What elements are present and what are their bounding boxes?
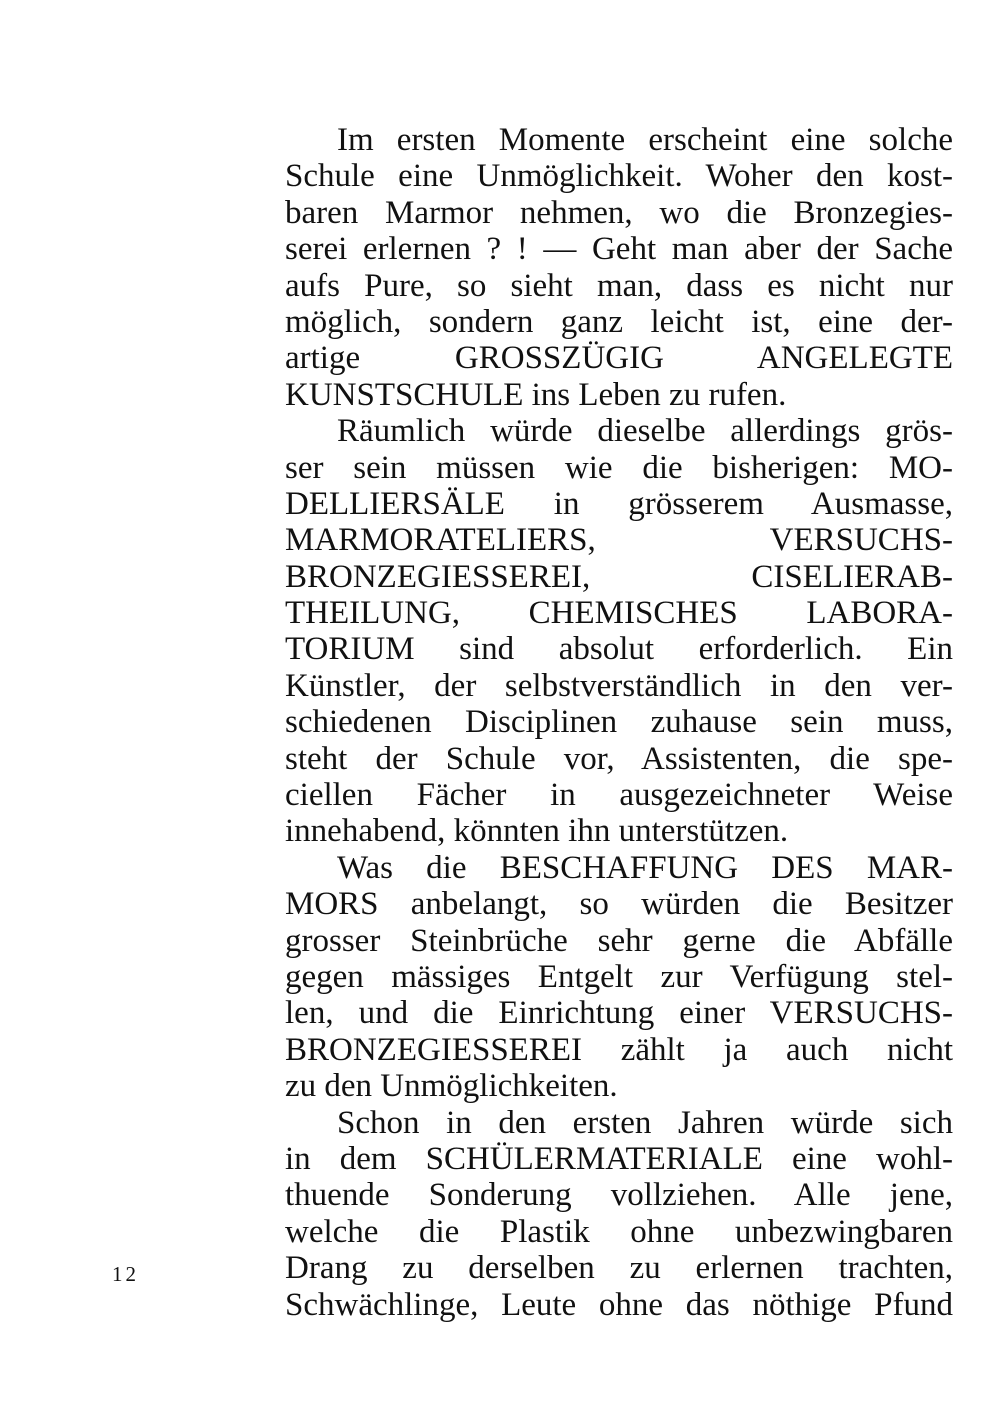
text-line: ser sein müssen wie die bisherigen: MO- [285, 449, 953, 486]
text-line: ciellen Fächer in ausgezeichneter Weise [285, 777, 953, 814]
text-line: KUNSTSCHULE ins Leben zu rufen. [285, 376, 787, 413]
body-text [285, 122, 953, 1323]
paragraph-1 [285, 122, 953, 413]
text-line: schiedenen Disciplinen zuhause sein muss, [285, 704, 953, 741]
text-line: BRONZEGIESSEREI zählt ja auch nicht [285, 1031, 953, 1068]
text-line: Schule eine Unmöglichkeit. Woher den kost- [285, 158, 953, 195]
text-line: gegen mässiges Entgelt zur Verfügung stel- [285, 958, 953, 995]
text-line: aufs Pure, so sieht man, dass es nicht nur [285, 267, 953, 304]
text-line: Künstler, der selbstverständlich in den ver- [285, 667, 953, 704]
text-line: zu den Unmöglichkeiten. [285, 1068, 618, 1105]
text-line: Im ersten Momente erscheint eine solche [337, 122, 953, 158]
text-line: in dem SCHÜLERMATERIALE eine wohl- [285, 1140, 953, 1177]
text-line: THEILUNG, CHEMISCHES LABORA- [285, 595, 953, 632]
text-line: TORIUM sind absolut erforderlich. Ein [285, 631, 953, 668]
text-line: steht der Schule vor, Assistenten, die spe- [285, 740, 953, 777]
text-line: Schwächlinge, Leute ohne das nöthige Pfund [285, 1286, 953, 1323]
page-number: 12 [112, 1262, 139, 1286]
text-line: MORS anbelangt, so würden die Besitzer [285, 886, 953, 923]
text-line: serei erlernen ? ! — Geht man aber der Sache [285, 231, 953, 268]
text-line: Schon in den ersten Jahren würde sich [337, 1104, 953, 1141]
text-line: Drang zu derselben zu erlernen trachten, [285, 1250, 953, 1287]
text-line: möglich, sondern ganz leicht ist, eine der- [285, 303, 953, 340]
text-line: Was die BESCHAFFUNG DES MAR- [337, 849, 953, 886]
text-line: len, und die Einrichtung einer VERSUCHS- [285, 995, 953, 1032]
text-line: BRONZEGIESSEREI, CISELIERAB- [285, 558, 953, 595]
text-line: baren Marmor nehmen, wo die Bronzegies- [285, 194, 953, 231]
text-line: MARMORATELIERS, VERSUCHS- [285, 522, 953, 559]
paragraph-4 [285, 1105, 953, 1323]
text-line: grosser Steinbrüche sehr gerne die Abfälle [285, 922, 953, 959]
paragraph-2 [285, 413, 953, 850]
text-line: Räumlich würde dieselbe allerdings grös- [337, 413, 953, 450]
text-line: artige GROSSZÜGIG ANGELEGTE [285, 340, 953, 377]
text-line: DELLIERSÄLE in grösserem Ausmasse, [285, 485, 953, 522]
text-line: innehabend, könnten ihn unterstützen. [285, 813, 789, 850]
text-line: thuende Sonderung vollziehen. Alle jene, [285, 1177, 953, 1214]
text-line: welche die Plastik ohne unbezwingbaren [285, 1213, 953, 1250]
paragraph-3 [285, 850, 953, 1105]
